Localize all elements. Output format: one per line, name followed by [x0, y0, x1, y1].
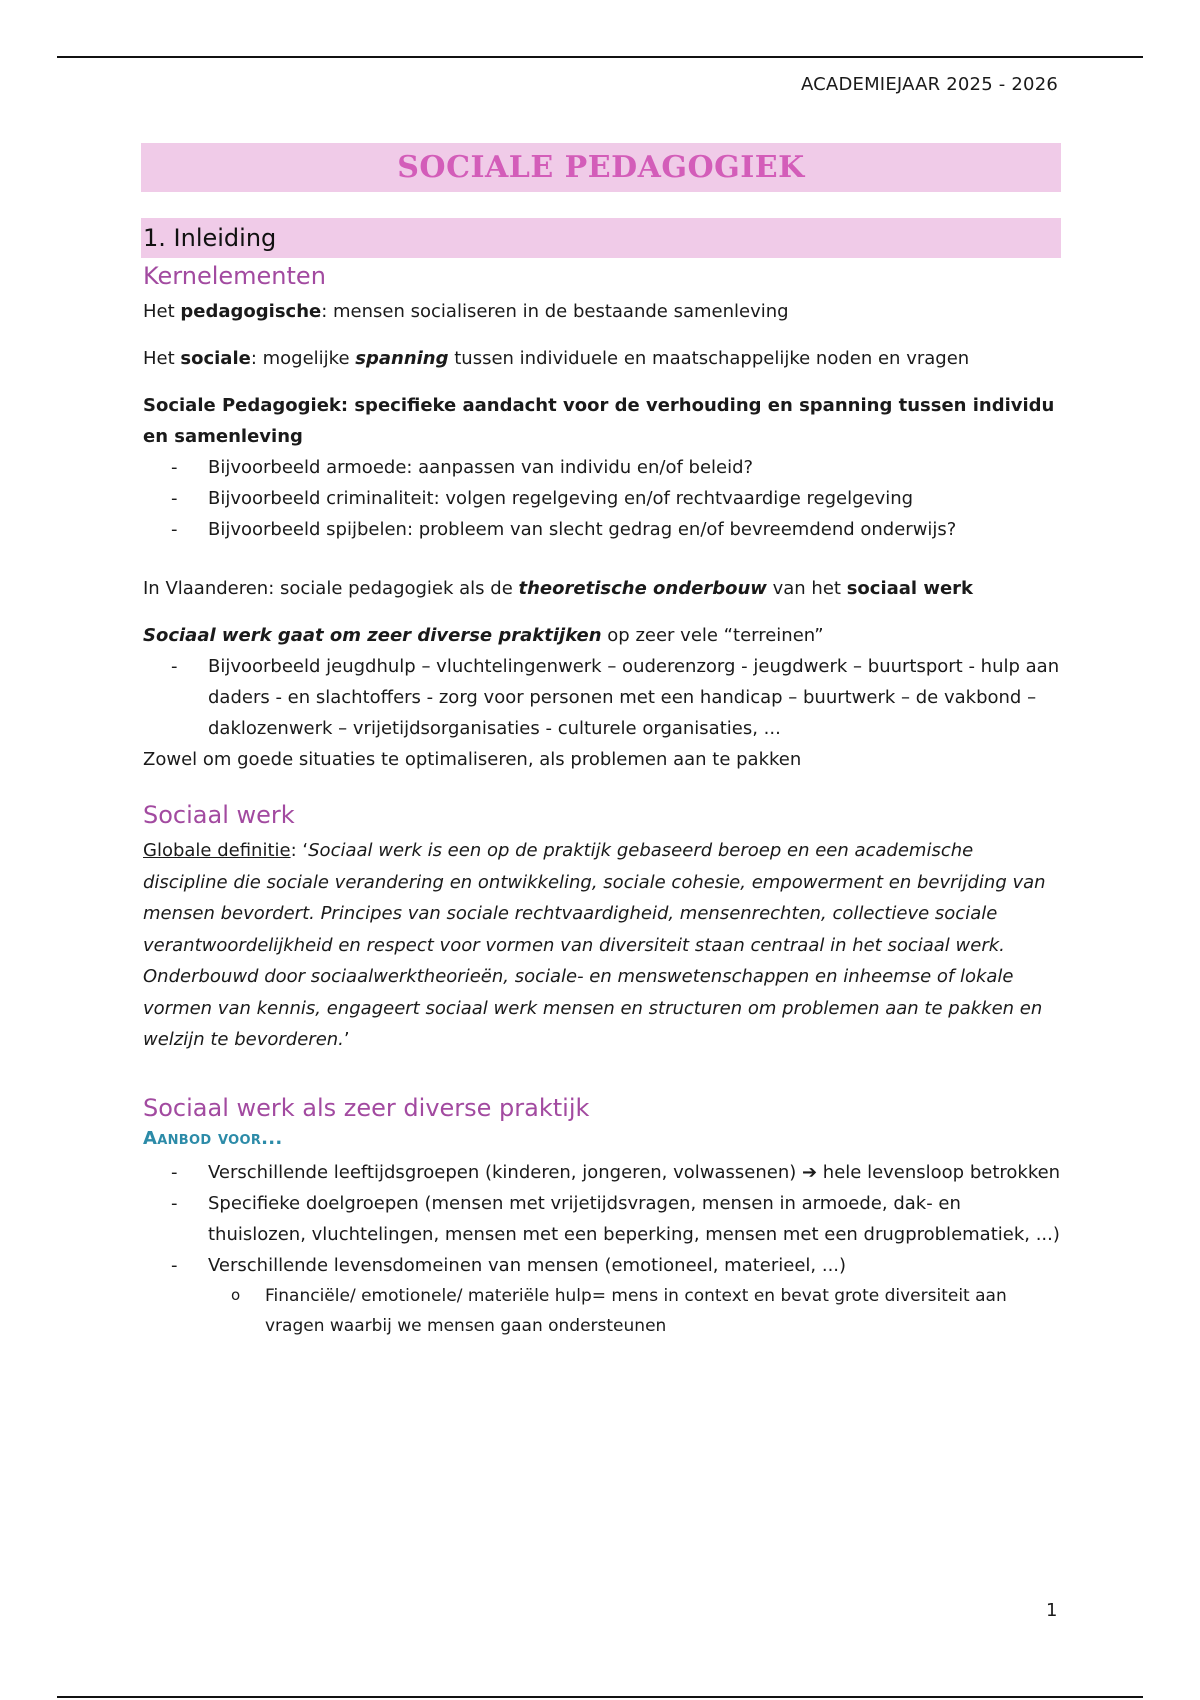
sociaal-werk-heading: Sociaal werk	[143, 801, 295, 829]
terrains-list	[143, 651, 1061, 744]
aanbod-subheading: Aanbod voor...	[143, 1127, 283, 1149]
paragraph-vlaanderen: In Vlaanderen: sociale pedagogiek als de theoretische onderbouw van het sociaal werk	[143, 578, 974, 599]
paragraph-zowel: Zowel om goede situaties te optimaliseren, als problemen aan te pakken	[143, 749, 802, 770]
list-item: - Bijvoorbeeld armoede: aanpassen van individu en/of beleid?	[143, 452, 1061, 483]
paragraph-sociale-pedagogiek: Sociale Pedagogiek: specifieke aandacht voor de verhouding en spanning tussen individu en samenleving	[143, 395, 1055, 447]
list-item: - Bijvoorbeeld spijbelen: probleem van slecht gedrag en/of bevreemdend onderwijs?	[143, 514, 1061, 545]
list-item: - Bijvoorbeeld jeugdhulp – vluchtelingenwerk – ouderenzorg - jeugdwerk – buurtsport - hulp aan daders - en slachtoffers - zorg voor personen met een handicap – buurtwerk – de vakbond – daklozenwerk – vrijetijdsorganisaties - culturele organisaties, ...	[143, 651, 1061, 744]
paragraph-pedagogische: Het pedagogische: mensen socialiseren in de bestaande samenleving	[143, 301, 789, 322]
list-item: - Verschillende leeftijdsgroepen (kinderen, jongeren, volwassenen) ➔ hele levensloop betrokken	[143, 1157, 1061, 1188]
examples-list	[143, 452, 1061, 545]
academic-year: ACADEMIEJAAR 2025 - 2026	[800, 74, 1058, 95]
aanbod-sublist	[143, 1281, 1061, 1341]
definition-paragraph: Globale definitie: ‘Sociaal werk is een op de praktijk gebaseerd beroep en een academische discipline die sociale verandering en ontwikkeling, sociale cohesie, empowerment en bevrijding van mensen bevordert. Principes van sociale rechtvaardigheid, mensenrechten, collectieve sociale verantwoordelijkheid en respect voor vormen van diversiteit staan centraal in het sociaal werk. Onderbouwd door sociaalwerktheorieën, sociale- en menswetenschappen en inheemse of lokale vormen van kennis, engageert sociaal werk mensen en structuren om problemen aan te pakken en welzijn te bevorderen.’	[143, 840, 1046, 1050]
sub-list-item: o Financiële/ emotionele/ materiële hulp= mens in context en bevat grote diversiteit aan vragen waarbij we mensen gaan ondersteunen	[143, 1281, 1061, 1341]
paragraph-diverse-praktijken: Sociaal werk gaat om zeer diverse praktijken op zeer vele “terreinen”	[143, 625, 824, 646]
top-rule	[57, 56, 1143, 58]
list-item: - Bijvoorbeeld criminaliteit: volgen regelgeving en/of rechtvaardige regelgeving	[143, 483, 1061, 514]
list-item: - Specifieke doelgroepen (mensen met vrijetijdsvragen, mensen in armoede, dak- en thuislozen, vluchtelingen, mensen met een beperking, mensen met een drugproblematiek, ...)	[143, 1188, 1061, 1250]
section-heading-band	[141, 218, 1061, 258]
page-number: 1	[1046, 1600, 1058, 1621]
paragraph-sociale: Het sociale: mogelijke spanning tussen individuele en maatschappelijke noden en vragen	[143, 348, 970, 369]
kernelementen-heading: Kernelementen	[143, 262, 326, 290]
section-heading: 1. Inleiding	[143, 224, 277, 252]
aanbod-list	[143, 1157, 1061, 1281]
bottom-rule	[57, 1696, 1143, 1698]
page-content	[143, 143, 1061, 1341]
list-item: - Verschillende levensdomeinen van mensen (emotioneel, materieel, ...)	[143, 1250, 1061, 1281]
document-title-band	[141, 143, 1061, 192]
diverse-praktijk-heading: Sociaal werk als zeer diverse praktijk	[143, 1093, 590, 1122]
document-title: SOCIALE PEDAGOGIEK	[397, 150, 805, 185]
